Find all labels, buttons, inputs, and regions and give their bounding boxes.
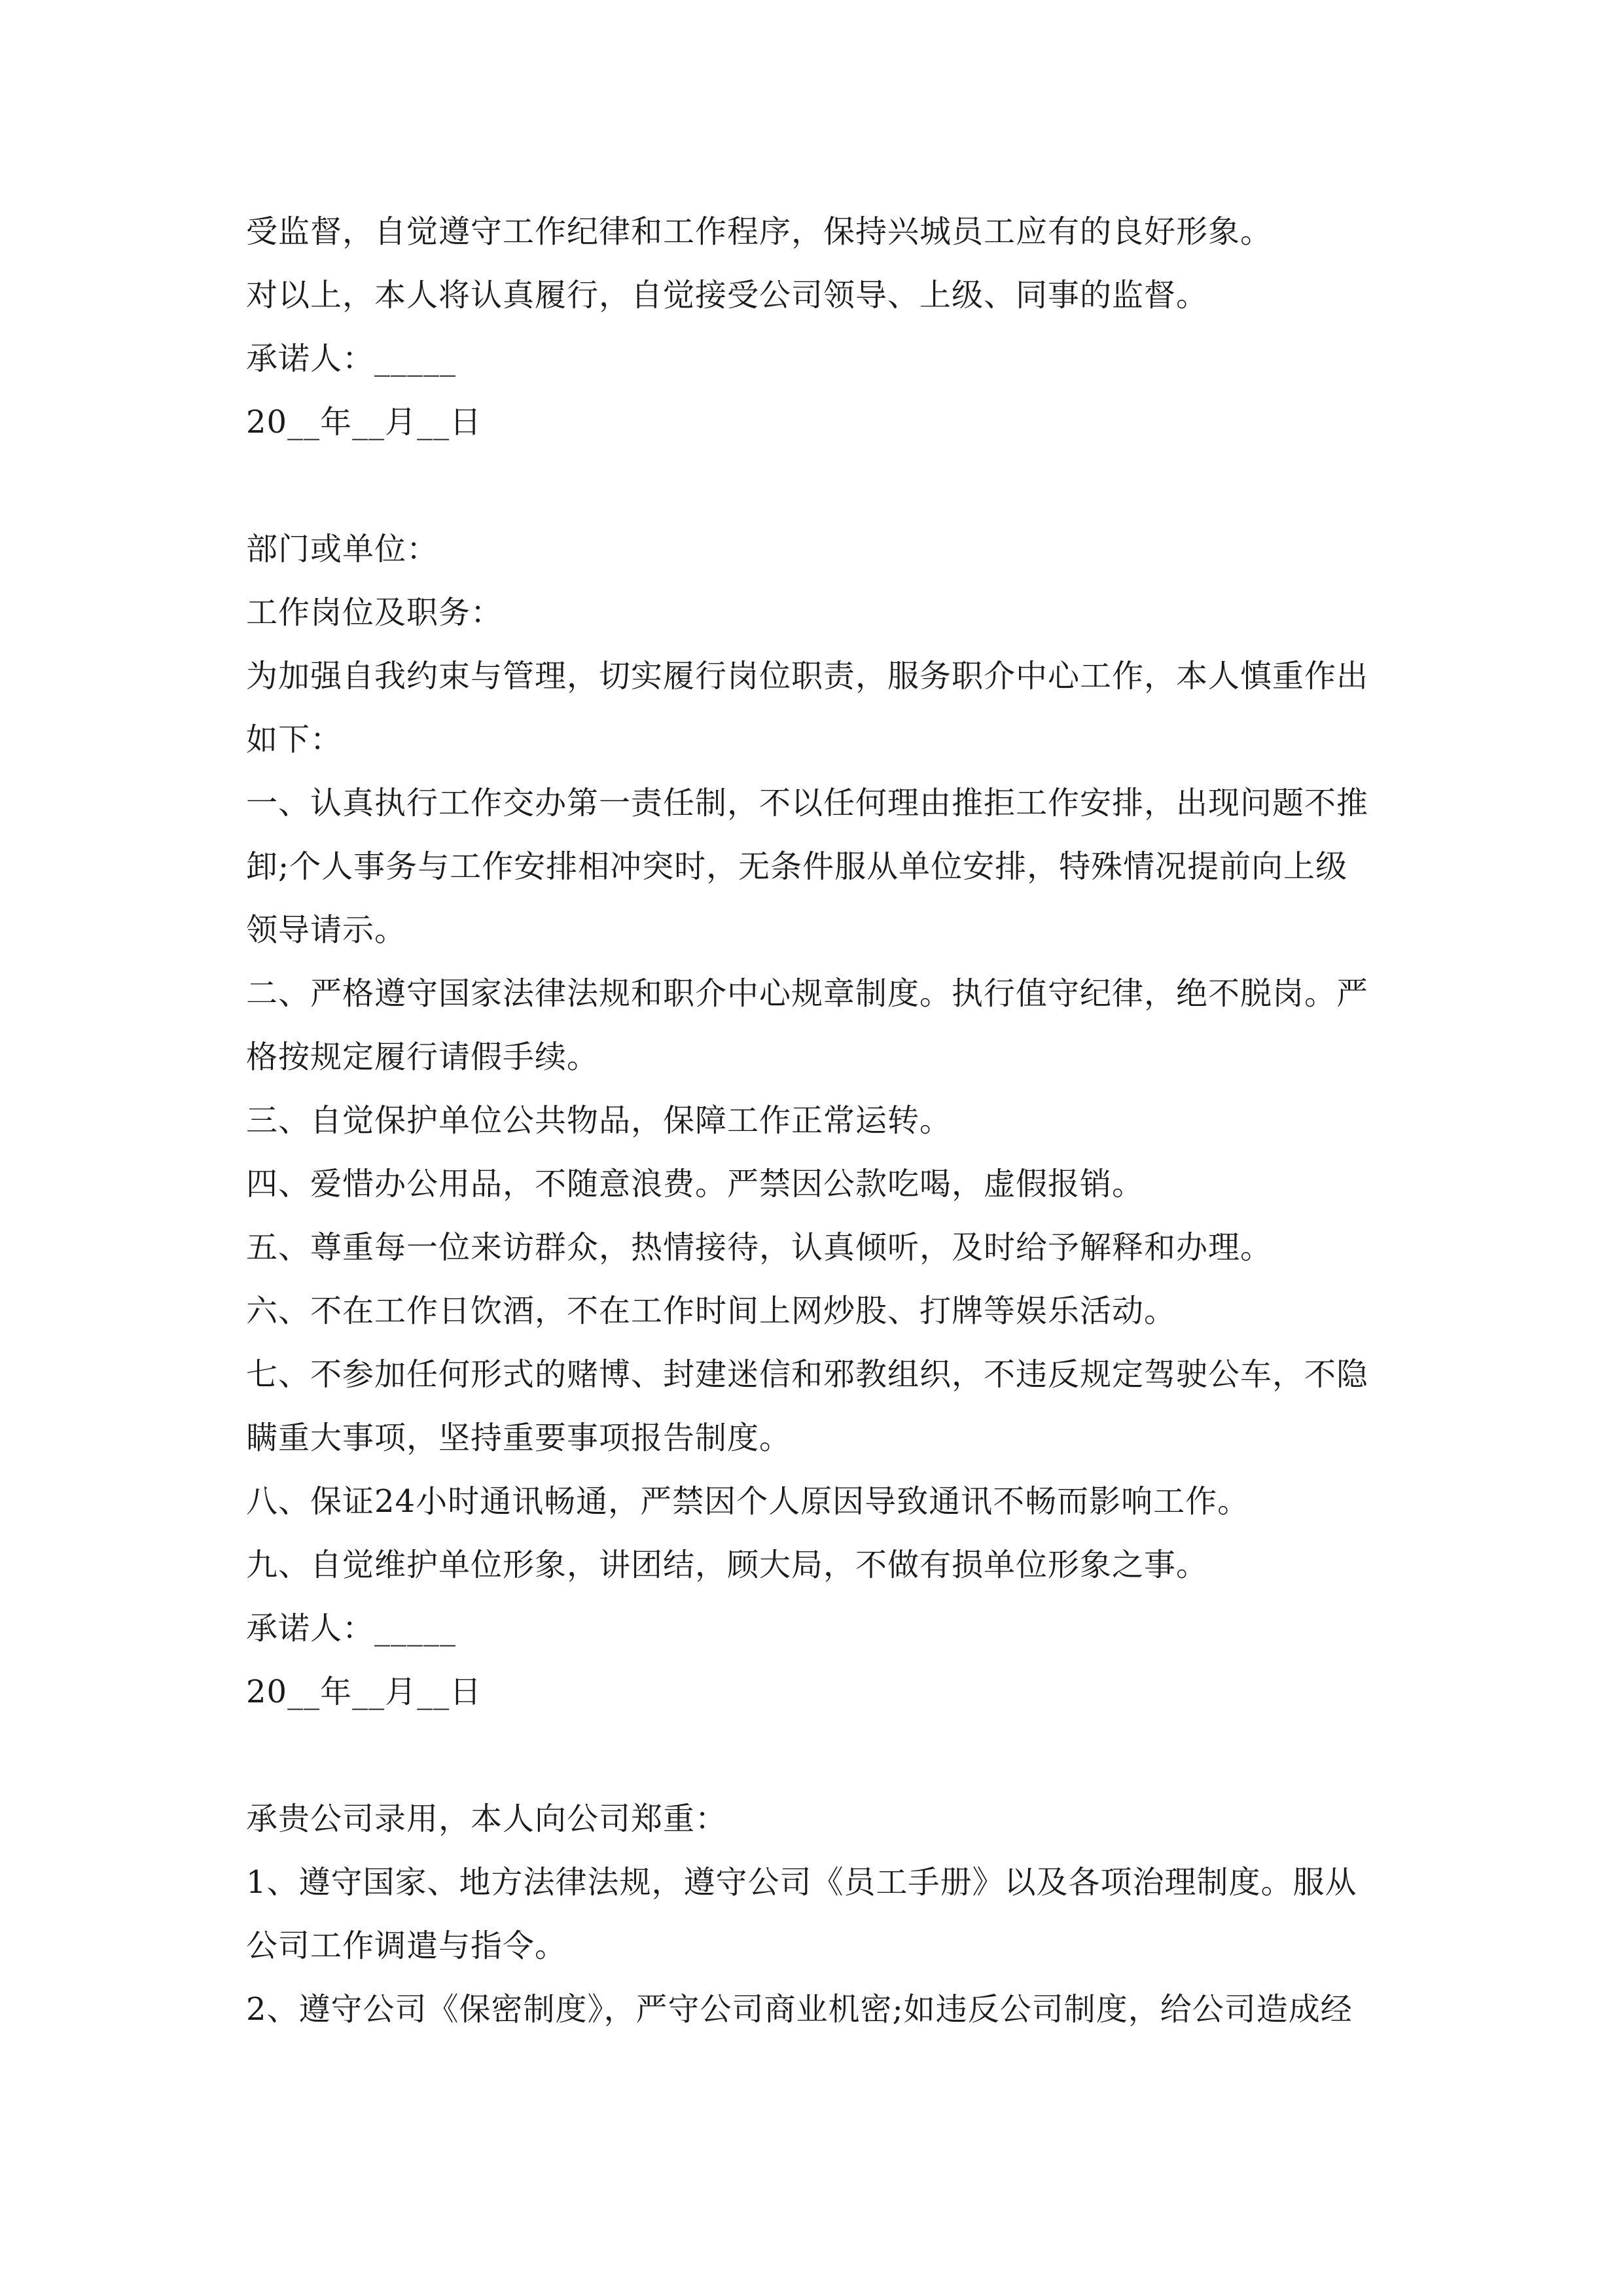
paragraph-line: 为加强自我约束与管理，切实履行岗位职责，服务职介中心工作，本人慎重作出 [246, 658, 1369, 694]
list-item-line: 格按规定履行请假手续。 [246, 1039, 599, 1075]
signature-line: 承诺人：_____ [246, 340, 457, 377]
document-body [246, 200, 1385, 2041]
list-item-line: 四、爱惜办公用品，不随意浪费。严禁因公款吃喝，虚假报销。 [246, 1166, 1145, 1202]
list-item-line: 公司工作调遣与指令。 [246, 1928, 567, 1964]
list-item-line: 1、遵守国家、地方法律法规，遵守公司《员工手册》以及各项治理制度。服从 [246, 1864, 1357, 1901]
list-item-line: 二、严格遵守国家法律法规和职介中心规章制度。执行值守纪律，绝不脱岗。严 [246, 975, 1369, 1012]
paragraph-line: 对以上，本人将认真履行，自觉接受公司领导、上级、同事的监督。 [246, 277, 1209, 314]
section-gap [246, 454, 1385, 518]
list-item-line: 八、保证24小时通讯畅通，严禁因个人原因导致通讯不畅而影响工作。 [246, 1483, 1250, 1520]
paragraph-line: 如下： [246, 721, 343, 758]
list-item-line: 领导请示。 [246, 912, 407, 948]
list-item-line: 卸;个人事务与工作安排相冲突时，无条件服从单位安排，特殊情况提前向上级 [246, 848, 1348, 885]
section-gap [246, 1724, 1385, 1787]
list-item-line: 瞒重大事项，坚持重要事项报告制度。 [246, 1420, 792, 1456]
list-item-line: 2、遵守公司《保密制度》，严守公司商业机密;如违反公司制度，给公司造成经 [246, 1991, 1353, 2028]
department-field: 部门或单位： [246, 531, 439, 567]
paragraph-line: 受监督，自觉遵守工作纪律和工作程序，保持兴城员工应有的良好形象。 [246, 213, 1273, 250]
list-item-line: 三、自觉保护单位公共物品，保障工作正常运转。 [246, 1102, 952, 1139]
list-item-line: 七、不参加任何形式的赌博、封建迷信和邪教组织，不违反规定驾驶公车，不隐 [246, 1356, 1369, 1393]
date-line: 20__年__月__日 [246, 1674, 482, 1710]
paragraph-line: 承贵公司录用，本人向公司郑重： [246, 1801, 728, 1837]
position-field: 工作岗位及职务： [246, 594, 503, 631]
list-item-line: 九、自觉维护单位形象，讲团结，顾大局，不做有损单位形象之事。 [246, 1547, 1209, 1583]
date-line: 20__年__月__日 [246, 404, 482, 440]
signature-line: 承诺人：_____ [246, 1610, 457, 1647]
list-item-line: 五、尊重每一位来访群众，热情接待，认真倾听，及时给予解释和办理。 [246, 1229, 1273, 1266]
list-item-line: 六、不在工作日饮酒，不在工作时间上网炒股、打牌等娱乐活动。 [246, 1293, 1177, 1329]
list-item-line: 一、认真执行工作交办第一责任制，不以任何理由推拒工作安排，出现问题不推 [246, 785, 1369, 821]
